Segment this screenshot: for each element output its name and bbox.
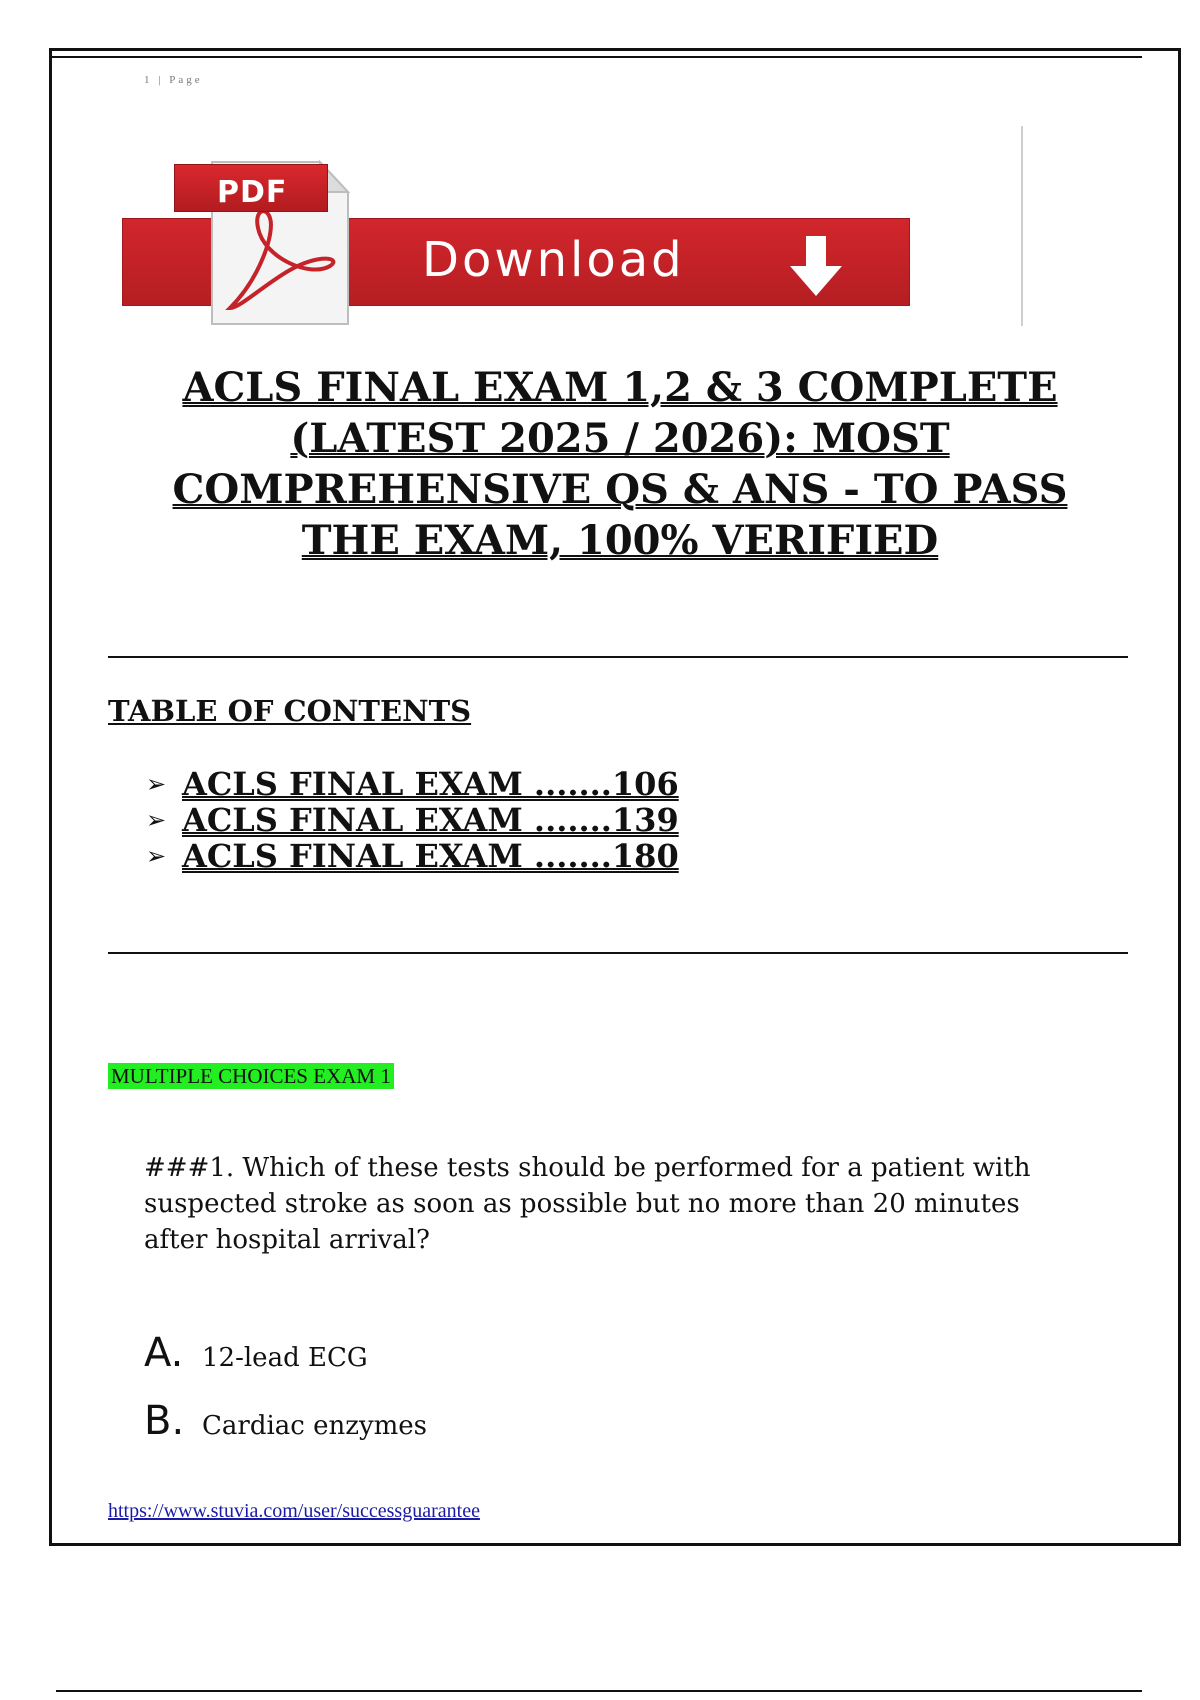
pdf-label-box bbox=[174, 164, 328, 212]
pdf-download-banner[interactable] bbox=[122, 158, 910, 326]
arrow-bullet-icon: ➢ bbox=[146, 770, 167, 798]
download-button-label[interactable]: Download bbox=[422, 232, 685, 288]
page-number: 1 | Page bbox=[144, 74, 203, 86]
title-line: COMPREHENSIVE QS & ANS - TO PASS bbox=[172, 466, 1068, 513]
download-arrow-icon bbox=[786, 234, 846, 300]
option-text: Cardiac enzymes bbox=[202, 1411, 428, 1441]
title-line: (LATEST 2025 / 2026): MOST bbox=[290, 415, 950, 462]
toc-link[interactable]: ACLS FINAL EXAM .......106 bbox=[182, 765, 679, 803]
section-divider bbox=[108, 656, 1128, 658]
answer-option-a[interactable] bbox=[144, 1330, 368, 1376]
toc-item[interactable] bbox=[146, 802, 679, 838]
arrow-bullet-icon: ➢ bbox=[146, 806, 167, 834]
toc-item[interactable] bbox=[146, 766, 679, 802]
option-text: 12-lead ECG bbox=[202, 1343, 368, 1373]
footer-link[interactable]: https://www.stuvia.com/user/successguarantee bbox=[108, 1500, 480, 1522]
toc-link[interactable]: ACLS FINAL EXAM .......180 bbox=[182, 837, 679, 875]
section-label: MULTIPLE CHOICES EXAM 1 bbox=[108, 1063, 394, 1089]
title-line: ACLS FINAL EXAM 1,2 & 3 COMPLETE bbox=[182, 364, 1058, 411]
toc-item[interactable] bbox=[146, 838, 679, 874]
document-title bbox=[120, 362, 1120, 566]
toc-link[interactable]: ACLS FINAL EXAM .......139 bbox=[182, 801, 679, 839]
answer-option-b[interactable] bbox=[144, 1398, 427, 1444]
toc-list bbox=[146, 766, 679, 874]
section-divider bbox=[108, 952, 1128, 954]
pdf-file-icon bbox=[170, 158, 350, 328]
pdf-label: PDF bbox=[217, 175, 288, 210]
title-line: THE EXAM, 100% VERIFIED bbox=[301, 517, 939, 564]
option-letter: A. bbox=[144, 1330, 184, 1376]
bottom-rule bbox=[56, 1690, 1142, 1692]
arrow-bullet-icon: ➢ bbox=[146, 842, 167, 870]
option-letter: B. bbox=[144, 1398, 185, 1444]
header-rule bbox=[52, 56, 1142, 58]
vertical-divider bbox=[1021, 126, 1023, 326]
question-text: ###1. Which of these tests should be performed for a patient with suspected stroke as soon as possible but no more than 20 minutes after hospital arrival? bbox=[144, 1153, 1031, 1255]
toc-heading: TABLE OF CONTENTS bbox=[108, 694, 472, 728]
